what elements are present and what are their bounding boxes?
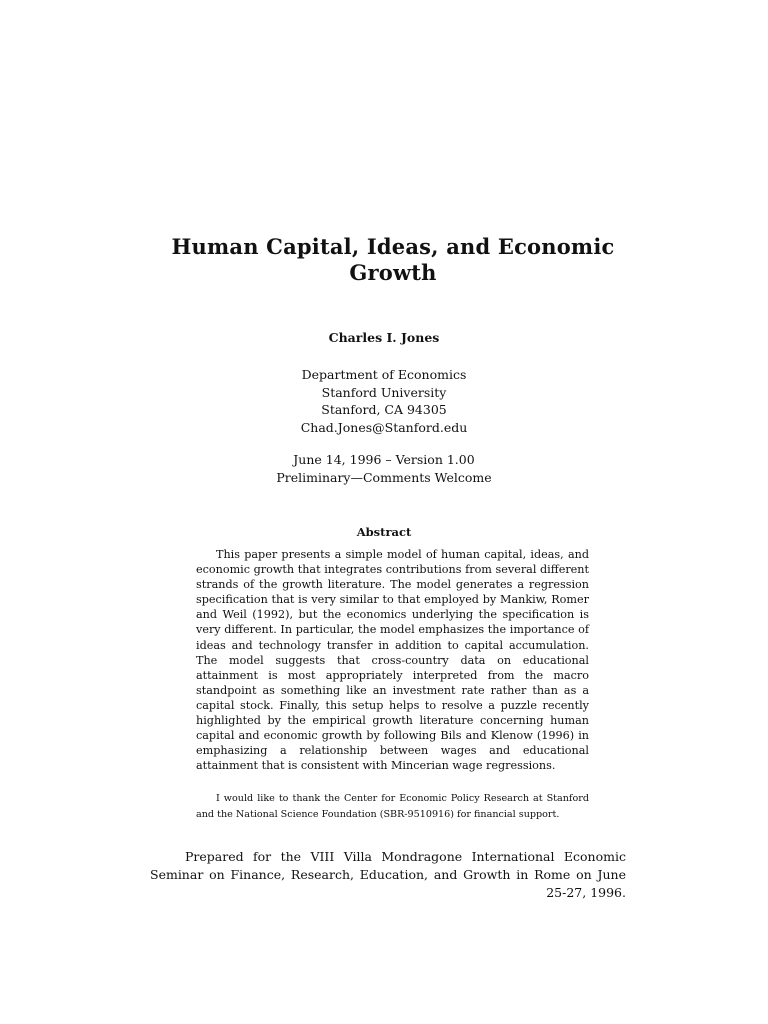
prepared-for-note: Prepared for the VIII Villa Mondragone International Economic Seminar on Finance, Research, Education, and Growth in Rome on June 25-27, 1996. bbox=[150, 849, 626, 900]
affiliation-city: Stanford, CA 94305 bbox=[321, 402, 447, 417]
author-affiliation bbox=[0, 366, 768, 436]
author-email: Chad.Jones@Stanford.edu bbox=[300, 419, 468, 435]
paper-version-info bbox=[0, 451, 768, 486]
paper-status: Preliminary—Comments Welcome bbox=[276, 469, 492, 485]
paper-title: Human Capital, Ideas, and Economic Growth bbox=[171, 234, 615, 285]
abstract-heading: Abstract bbox=[356, 525, 412, 539]
affiliation-university: Stanford University bbox=[321, 384, 447, 400]
acknowledgment-footnote: I would like to thank the Center for Economic Policy Research at Stanford and the National Science Foundation (SBR-9510916) for financial support. bbox=[196, 793, 589, 821]
affiliation-department: Department of Economics bbox=[301, 367, 467, 382]
abstract-body: This paper presents a simple model of human capital, ideas, and economic growth that integrates contributions from several different strands of the growth literature. The model generates a regression specification that is very similar to that employed by Mankiw, Romer and Weil (1992), but the economics underlying the specification is very different. In particular, the model emphasizes the importance of ideas and technology transfer in addition to capital accumulation. The model suggests that cross-country data on educational attainment is most appropriately interpreted from the macro standpoint as something like an investment rate rather than as a capital stock. Finally, this setup helps to resolve a puzzle recently highlighted by the empirical growth literature concerning human capital and economic growth by following Bils and Klenow (1996) in emphasizing a relationship between wages and educational attainment that is consistent with Mincerian wage regressions. bbox=[196, 548, 589, 773]
author-name: Charles I. Jones bbox=[328, 330, 440, 345]
date-version: June 14, 1996 – Version 1.00 bbox=[293, 452, 475, 467]
